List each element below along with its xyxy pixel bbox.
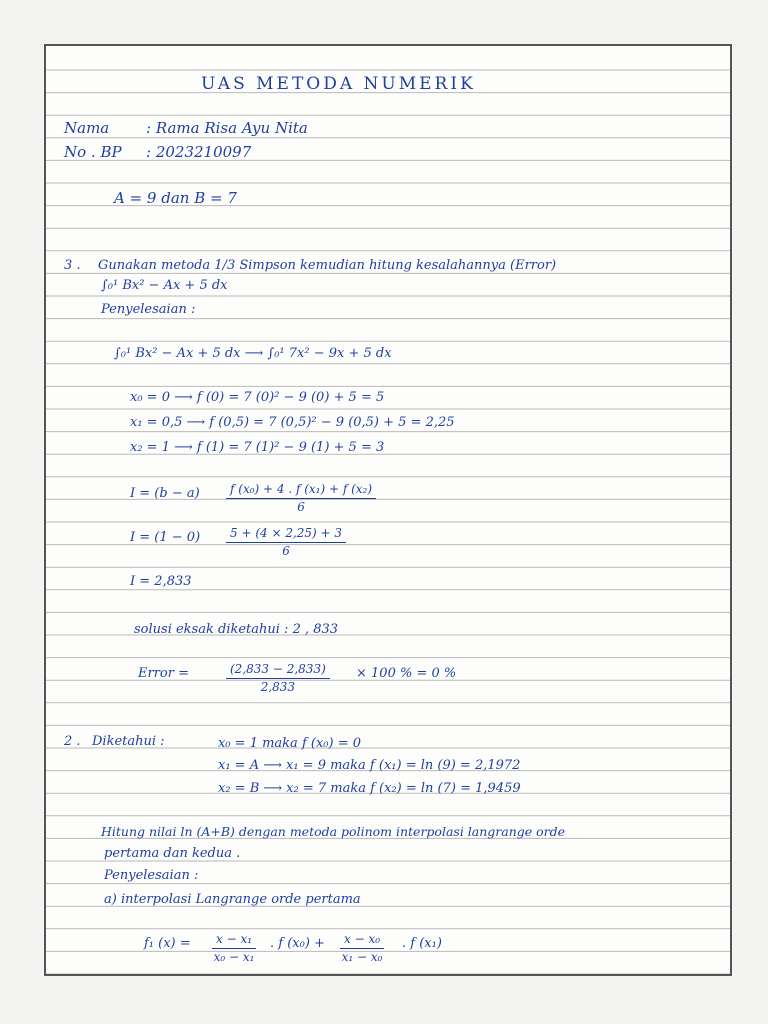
- nama-label: Nama: [64, 119, 110, 137]
- question-3-statement: Gunakan metoda 1/3 Simpson kemudian hitung kesalahannya (Error): [98, 258, 557, 273]
- lagrange-fraction-1: [212, 932, 256, 965]
- nama-value: : Rama Risa Ayu Nita: [146, 119, 308, 137]
- lagrange-fraction-2-denominator: x₁ − x₀: [341, 950, 383, 964]
- simpson-subst-lhs: I = (1 − 0): [130, 530, 201, 545]
- known-row-2: x₂ = B ⟶ x₂ = 7 maka f (x₂) = ln (7) = 1,9459: [218, 781, 521, 796]
- bp-label: No . BP: [64, 143, 122, 161]
- lagrange-fraction-1-denominator: x₀ − x₁: [213, 950, 255, 964]
- bp-value: : 2023210097: [146, 143, 252, 161]
- error-denominator: 2,833: [260, 680, 296, 694]
- known-row-1: x₁ = A ⟶ x₁ = 9 maka f (x₁) = ln (9) = 2,1972: [218, 758, 521, 773]
- question-2-solution-label: Penyelesaian :: [104, 868, 199, 883]
- question-2-number: 2 .: [64, 734, 81, 749]
- question-3-solution-label: Penyelesaian :: [101, 302, 196, 317]
- point-row-2: x₂ = 1 ⟶ f (1) = 7 (1)² − 9 (1) + 5 = 3: [130, 440, 385, 455]
- given-values: A = 9 dan B = 7: [114, 189, 237, 207]
- page-title: UAS METODA NUMERIK: [201, 74, 476, 94]
- part-a-heading: a) interpolasi Langrange orde pertama: [104, 892, 361, 907]
- task-line-1: Hitung nilai ln (A+B) dengan metoda polinom interpolasi langrange orde: [101, 824, 566, 839]
- simpson-formula-denominator: 6: [297, 500, 305, 514]
- integral-substitution: ∫₀¹ Bx² − Ax + 5 dx ⟶ ∫₀¹ 7x² − 9x + 5 dx: [114, 346, 392, 361]
- question-3-integral: ∫₀¹ Bx² − Ax + 5 dx: [101, 278, 228, 293]
- lagrange-fraction-1-numerator: x − x₁: [212, 932, 256, 949]
- simpson-formula-fraction: [226, 482, 376, 515]
- simpson-formula-lhs: I = (b − a): [130, 486, 200, 501]
- exact-solution: solusi eksak diketahui : 2 , 833: [134, 622, 339, 637]
- lagrange-f1-end: . f (x₁): [402, 936, 442, 951]
- point-row-0: x₀ = 0 ⟶ f (0) = 7 (0)² − 9 (0) + 5 = 5: [130, 390, 385, 405]
- simpson-subst-denominator: 6: [282, 544, 290, 558]
- lagrange-fraction-2-numerator: x − x₀: [340, 932, 384, 949]
- task-line-2: pertama dan kedua .: [104, 846, 241, 861]
- point-row-1: x₁ = 0,5 ⟶ f (0,5) = 7 (0,5)² − 9 (0,5) + 5 = 2,25: [130, 415, 455, 430]
- error-lhs: Error =: [138, 666, 189, 681]
- simpson-subst-numerator: 5 + (4 × 2,25) + 3: [226, 526, 346, 543]
- simpson-subst-fraction: [226, 526, 346, 559]
- known-row-0: x₀ = 1 maka f (x₀) = 0: [218, 736, 361, 751]
- question-3-number: 3 .: [64, 258, 81, 273]
- error-numerator: (2,833 − 2,833): [226, 662, 330, 679]
- simpson-result: I = 2,833: [130, 574, 192, 589]
- lagrange-f1-lhs: f₁ (x) =: [144, 936, 191, 951]
- notebook-page: [44, 44, 732, 976]
- error-fraction: [226, 662, 330, 695]
- question-2-known-label: Diketahui :: [92, 734, 165, 749]
- lagrange-f1-middle: . f (x₀) +: [270, 936, 325, 951]
- error-rhs: × 100 % = 0 %: [356, 666, 457, 681]
- lagrange-fraction-2: [340, 932, 384, 965]
- simpson-formula-numerator: f (x₀) + 4 . f (x₁) + f (x₂): [226, 482, 376, 499]
